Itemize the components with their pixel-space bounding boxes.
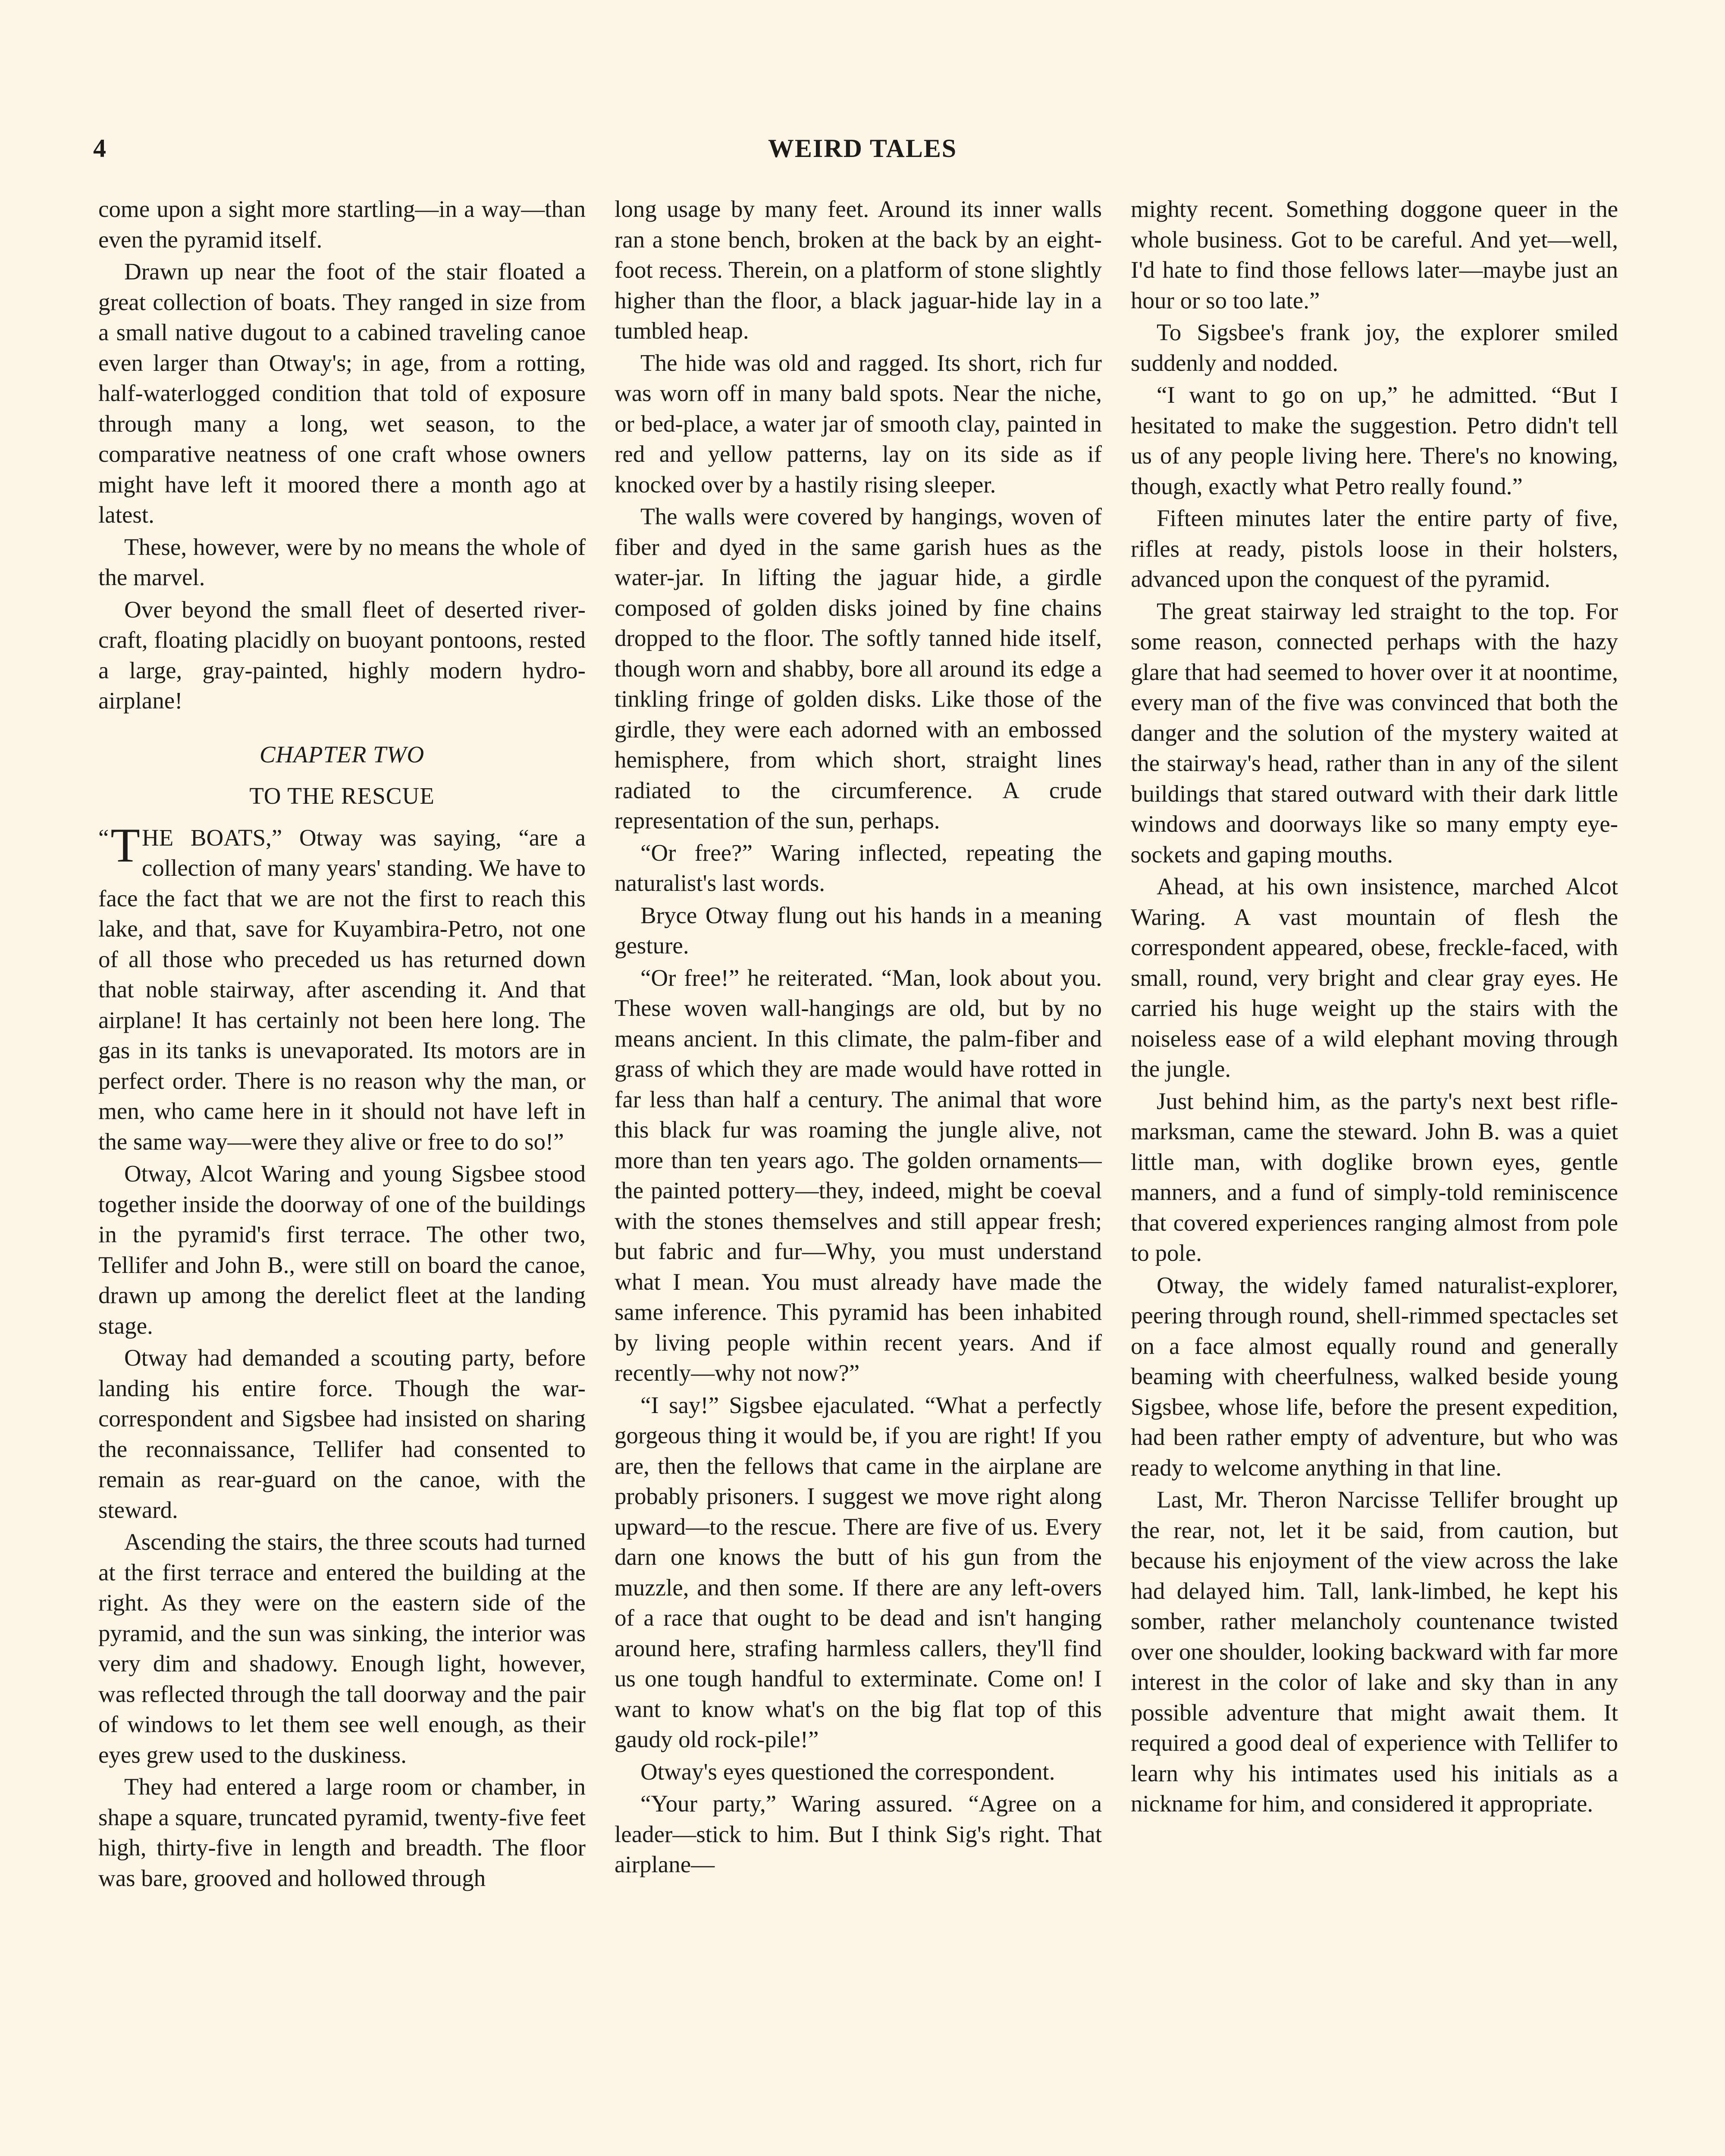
paragraph: To Sigsbee's frank joy, the explorer smiled suddenly and nodded. [1131, 319, 1618, 376]
paragraph: Over beyond the small fleet of deserted river-craft, floating placidly on buoyant pontoons, rested a large, gray-painted, highly modern hydro-airplane! [98, 596, 586, 714]
paragraph: “Or free?” Waring inflected, repeating the naturalist's last words. [615, 839, 1102, 896]
paragraph: mighty recent. Something doggone queer in the whole business. Got to be careful. And yet—well, I'd hate to find those fellows later—maybe just an hour or so too late.” [1131, 196, 1618, 313]
chapter-opening-paragraph [98, 818, 586, 1157]
paragraph: Bryce Otway flung out his hands in a meaning gesture. [615, 902, 1102, 959]
text-column-3 [1131, 194, 1618, 2156]
paragraph: Just behind him, as the party's next best rifle-marksman, came the steward. John B. was a quiet little man, with doglike brown eyes, gentle manners, and a fund of simply-told reminiscence that covered experiences ranging almost from pole to pole. [1131, 1087, 1618, 1266]
paragraph: Ahead, at his own insistence, marched Alcot Waring. A vast mountain of flesh the correspondent appeared, obese, freckle-faced, with small, round, very bright and clear gray eyes. He carried his huge weight up the stairs with the noiseless ease of a wild elephant moving through the jungle. [1131, 873, 1618, 1082]
paragraph: “Or free!” he reiterated. “Man, look about you. These woven wall-hangings are old, but by no means ancient. In this climate, the palm-fiber and grass of which they are made would have rotted in far less than half a century. The animal that wore this black fur was roaming the jungle alive, not more than ten years ago. The golden ornaments—the painted pottery—they, indeed, might be coeval with the stones themselves and still appear fresh; but fabric and fur—Why, you must understand what I mean. You must already have made the same inference. This pyramid has been inhabited by living people within recent years. And if recently—why not now?” [615, 964, 1102, 1386]
paragraph: Drawn up near the foot of the stair floated a great collection of boats. They ranged in size from a small native dugout to a cabined traveling canoe even larger than Otway's; in age, from a rotting, half-waterlogged condition that told of exposure through many a long, wet season, to the comparative neatness of one craft whose owners might have left it moored there a month ago at latest. [98, 258, 586, 528]
paragraph: The great stairway led straight to the top. For some reason, connected perhaps with the hazy glare that had seemed to hover over it at noontime, every man of the five was convinced that both the danger and the solution of the mystery waited at the stairway's head, rather than in any of the silent buildings that stared outward with their dark little windows and doorways like so many empty eye-sockets and gaping mouths. [1131, 598, 1618, 868]
paragraph: Ascending the stairs, the three scouts had turned at the first terrace and entered the building at the right. As they were on the eastern side of the pyramid, and the sun was sinking, the interior was very dim and shadowy. Enough light, however, was reflected through the tall doorway and the pair of windows to let them see well enough, as their eyes grew used to the duskiness. [98, 1529, 586, 1768]
paragraph: “Your party,” Waring assured. “Agree on a leader—stick to him. But I think Sig's right. That airplane— [615, 1790, 1102, 1877]
chapter-heading: CHAPTER TWO [259, 741, 425, 768]
paragraph: Otway, Alcot Waring and young Sigsbee stood together inside the doorway of one of the buildings in the pyramid's first terrace. The other two, Tellifer and John B., were still on board the canoe, drawn up among the derelict fleet at the landing stage. [98, 1160, 586, 1339]
paragraph: Otway's eyes questioned the correspondent. [640, 1758, 1055, 1785]
running-head: WEIRD TALES [768, 134, 957, 163]
paragraph: Otway had demanded a scouting party, before landing his entire force. Though the war-correspondent and Sigsbee had insisted on sharing the reconnaissance, Tellifer had consented to remain as rear-guard on the canoe, with the steward. [98, 1344, 586, 1523]
opening-quote: “ [98, 824, 109, 851]
paragraph-text: HE BOATS,” Otway was saying, “are a collection of many years' standing. We have to face the fact that we are not the first to reach this lake, and that, save for Kuyambira-Petro, not one of all those who preceded us has returned down that noble stairway, after ascending it. And that airplane! It has certainly not been here long. The gas in its tanks is unevaporated. Its motors are in perfect order. There is no reason why the man, or men, who came here in it should not have left in the same way—were they alive or free to do so!” [98, 824, 586, 1155]
paragraph: “I want to go on up,” he admitted. “But I hesitated to make the suggestion. Petro didn't tell us of any people living here. There's no knowing, though, exactly what Petro really found.” [1131, 382, 1618, 499]
paragraph: Otway, the widely famed naturalist-explorer, peering through round, shell-rimmed spectacles set on a face almost equally round and generally beaming with cheerfulness, walked beside young Sigsbee, whose life, before the present expedition, had been rather empty of adventure, but who was ready to welcome anything in that line. [1131, 1272, 1618, 1481]
chapter-title: TO THE RESCUE [249, 783, 435, 809]
paragraph: Fifteen minutes later the entire party of five, rifles at ready, pistols loose in their holsters, advanced upon the conquest of the pyramid. [1131, 505, 1618, 592]
paragraph: long usage by many feet. Around its inner walls ran a stone bench, broken at the back by an eight-foot recess. Therein, on a platform of stone slightly higher than the floor, a black jaguar-hide lay in a tumbled heap. [615, 196, 1102, 344]
paragraph: The walls were covered by hangings, woven of fiber and dyed in the same garish hues as the water-jar. In lifting the jaguar hide, a girdle composed of golden disks joined by fine chains dropped to the floor. The softly tanned hide itself, though worn and shabby, bore all around its edge a tinkling fringe of golden disks. Like those of the girdle, they were each adorned with an embossed hemisphere, from which short, straight lines radiated to the circumference. A crude representation of the sun, perhaps. [615, 503, 1102, 834]
paragraph: These, however, were by no means the whole of the marvel. [98, 533, 586, 590]
text-column-1 [98, 194, 586, 2156]
paragraph: Last, Mr. Theron Narcisse Tellifer brought up the rear, not, let it be said, from caution, but because his enjoyment of the view across the lake had delayed him. Tall, lank-limbed, he kept his somber, rather melancholy countenance twisted over one shoulder, looking backward with far more interest in the color of lake and sky than in any possible adventure that might await them. It required a good deal of experience with Tellifer to learn why his intimates used his initials as a nickname for him, and considered it appropriate. [1131, 1486, 1618, 1817]
paragraph: come upon a sight more startling—in a way—than even the pyramid itself. [98, 196, 586, 253]
text-column-2 [615, 194, 1102, 2156]
page-number: 4 [93, 134, 106, 163]
paragraph: The hide was old and ragged. Its short, rich fur was worn off in many bald spots. Near the niche, or bed-place, a water jar of smooth clay, painted in red and yellow patterns, lay on its side as if knocked over by a hastily rising sleeper. [615, 349, 1102, 498]
paragraph: They had entered a large room or chamber, in shape a square, truncated pyramid, twenty-five feet high, thirty-five in length and breadth. The floor was bare, grooved and hollowed through [98, 1774, 586, 1891]
drop-cap: T [110, 818, 140, 872]
paragraph: “I say!” Sigsbee ejaculated. “What a perfectly gorgeous thing it would be, if you are right! If you are, then the fellows that came in the airplane are probably prisoners. I suggest we move right along upward—to the rescue. There are five of us. Every darn one knows the butt of his gun from the muzzle, and then some. If there are any left-overs of a race that ought to be dead and isn't hanging around here, strafing harmless callers, they'll find us one tough handful to exterminate. Come on! I want to know what's on the big flat top of this gaudy old rock-pile!” [615, 1391, 1102, 1752]
